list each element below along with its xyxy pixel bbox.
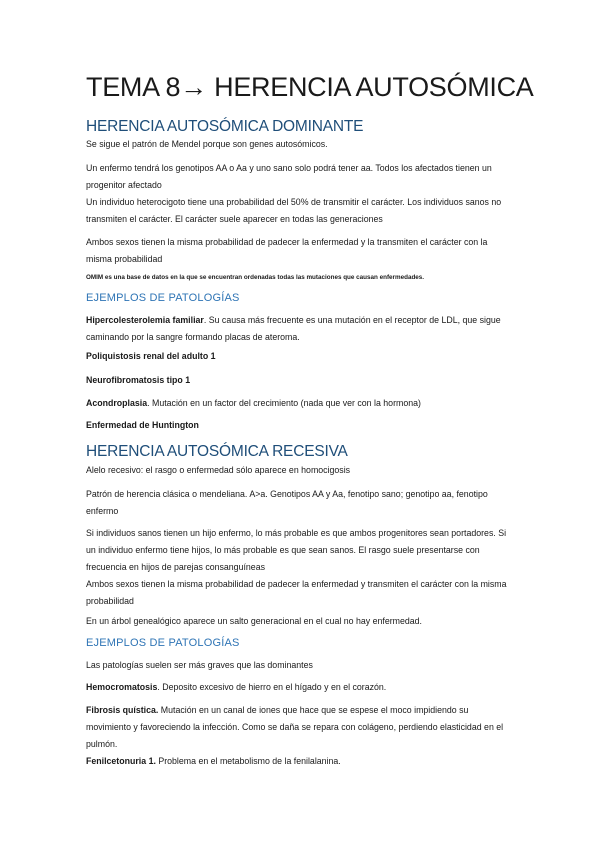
recessive-paragraph-3: Si individuos sanos tienen un hijo enfermo, lo más probable es que ambos progenitores sean portadores. Si un individuo enfermo tiene hijos, lo más probable es que sean sanos. El rasgo suele presentarse con frecuencia en hijos de parejas consanguíneas xyxy=(86,528,507,572)
dominant-example-2 xyxy=(86,348,514,365)
example-description: . Deposito excesivo de hierro en el hígado y en el corazón. xyxy=(157,682,387,692)
dominant-paragraph-1: Se sigue el patrón de Mendel porque son genes autosómicos. xyxy=(86,139,328,149)
recessive-paragraph-1: Alelo recesivo: el rasgo o enfermedad sólo aparece en homocigosis xyxy=(86,465,351,475)
example-name: Enfermedad de Huntington xyxy=(86,420,199,430)
dominant-paragraph-4: Ambos sexos tienen la misma probabilidad de padecer la enfermedad y la transmiten el carácter con la misma probabilidad xyxy=(86,237,488,264)
example-name: Fenilcetonuria 1. xyxy=(86,756,156,766)
dominant-examples-heading: EJEMPLOS DE PATOLOGÍAS xyxy=(86,292,240,304)
example-name: Acondroplasia xyxy=(86,398,148,408)
example-name: Neurofibromatosis tipo 1 xyxy=(86,375,191,385)
recessive-example-2 xyxy=(86,702,514,753)
dominant-example-5 xyxy=(86,417,514,434)
example-description: Mutación en un canal de iones que hace que se espese el moco impidiendo su movimiento y favoreciendo la infección. Como se daña se repara con colágeno, perdiendo elasticidad en el pulmón. xyxy=(86,705,504,749)
example-name: Poliquistosis renal del adulto 1 xyxy=(86,351,216,361)
recessive-examples-intro: Las patologías suelen ser más graves que las dominantes xyxy=(86,660,313,670)
example-name: Fibrosis quística. xyxy=(86,705,159,715)
recessive-paragraph-2: Patrón de herencia clásica o mendeliana. A>a. Genotipos AA y Aa, fenotipo sano; genotipo aa, fenotipo enfermo xyxy=(86,489,488,516)
example-description: Problema en el metabolismo de la fenilalanina. xyxy=(155,756,341,766)
dominant-paragraph-3: Un individuo heterocigoto tiene una probabilidad del 50% de transmitir el carácter. Los individuos sanos no transmiten el carácter. El carácter suele aparecer en todas las generaciones xyxy=(86,197,502,224)
page-title: TEMA 8→ HERENCIA AUTOSÓMICA xyxy=(86,72,534,102)
dominant-example-1 xyxy=(86,312,514,346)
recessive-examples-heading: EJEMPLOS DE PATOLOGÍAS xyxy=(86,637,240,649)
example-description: . Mutación en un factor del crecimiento (nada que ver con la hormona) xyxy=(147,398,421,408)
dominant-example-3 xyxy=(86,372,514,389)
example-description: . Su causa más frecuente es una mutación en el receptor de LDL, que sigue caminando por la sangre formando placas de ateroma. xyxy=(86,315,501,342)
recessive-example-3 xyxy=(86,753,514,770)
example-name: Hemocromatosis xyxy=(86,682,158,692)
dominant-paragraph-2: Un enfermo tendrá los genotipos AA o Aa y uno sano solo podrá tener aa. Todos los afectados tienen un progenitor afectado xyxy=(86,163,492,190)
recessive-paragraph-5: En un árbol genealógico aparece un salto generacional en el cual no hay enfermedad. xyxy=(86,616,422,626)
dominant-example-4 xyxy=(86,395,514,412)
recessive-paragraph-4: Ambos sexos tienen la misma probabilidad de padecer la enfermedad y transmiten el carácter con la misma probabilidad xyxy=(86,579,507,606)
example-name: Hipercolesterolemia familiar xyxy=(86,315,204,325)
omim-note: OMIM es una base de datos en la que se encuentran ordenadas todas las mutaciones que causan enfermedades. xyxy=(86,274,425,281)
recessive-example-1 xyxy=(86,679,514,696)
dominant-heading: HERENCIA AUTOSÓMICA DOMINANTE xyxy=(86,118,364,135)
recessive-heading: HERENCIA AUTOSÓMICA RECESIVA xyxy=(86,443,348,460)
